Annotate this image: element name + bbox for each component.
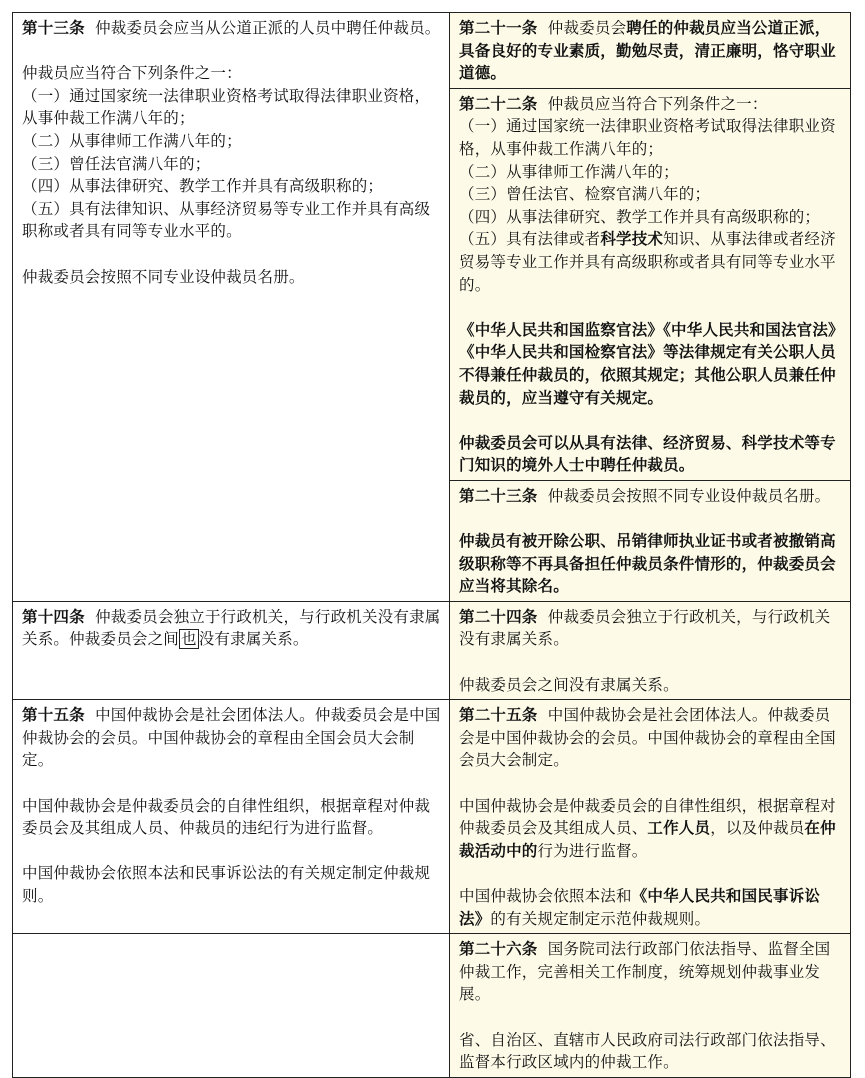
article-heading: 第二十五条 xyxy=(459,705,538,725)
article-text: 仲裁委员会独立于行政机关，与行政机关没有隶属关系。 xyxy=(459,607,831,649)
list-item: （四）从事法律研究、教学工作并具有高级职称的； xyxy=(459,207,821,226)
article-heading: 第十五条 xyxy=(22,705,85,725)
article-text-amended: 聘任的仲裁员应当公道正派，具备良好的专业素质，勤勉尽责，清正廉明，恪守职业道德。 xyxy=(459,18,836,83)
list-item: （三）曾任法官、检察官满八年的； xyxy=(459,185,711,204)
right-cell-article-21 xyxy=(450,13,851,89)
article-heading: 第二十二条 xyxy=(459,93,538,113)
article-24-para-2: 仲裁委员会之间没有隶属关系。 xyxy=(459,675,679,694)
article-heading: 第二十六条 xyxy=(459,939,538,959)
article-26-para-2: 省、自治区、直辖市人民政府司法行政部门依法指导、监督本行政区域内的仲裁工作。 xyxy=(459,1030,836,1072)
table-row xyxy=(13,13,851,89)
list-item: （二）从事律师工作满八年的； xyxy=(22,131,242,150)
right-cell-article-23 xyxy=(450,480,851,601)
article-13-para-3: 仲裁委员会按照不同专业设仲裁员名册。 xyxy=(22,267,305,286)
article-heading: 第二十四条 xyxy=(459,606,538,626)
article-text-amended: 科学技术 xyxy=(600,229,664,249)
article-15-para-1 xyxy=(22,704,442,772)
article-text: 仲裁员应当符合下列条件之一： xyxy=(547,94,768,113)
article-heading: 第二十三条 xyxy=(459,485,538,505)
article-text-amended: 工作人员 xyxy=(647,818,711,838)
article-25-para-1 xyxy=(459,704,843,772)
list-item: 知识、从事法律或者经济贸易等专业工作并具有高级职称或者具有同等专业水平的。 xyxy=(459,230,836,294)
article-15-para-2: 中国仲裁协会是仲裁委员会的自律性组织，根据章程对仲裁委员会及其组成人员、仲裁员的违纪行为进行监督。 xyxy=(22,796,431,838)
table-row xyxy=(13,700,851,934)
article-23-para-2: 仲裁员有被开除公职、吊销律师执业证书或者被撤销高级职称等不再具备担任仲裁员条件情形的，仲裁委员会应当将其除名。 xyxy=(459,531,836,596)
article-13-para-2 xyxy=(22,62,442,243)
article-text-amended: 《中华人民共和国民事诉讼法》 xyxy=(459,885,821,928)
right-cell-article-22 xyxy=(450,88,851,480)
list-item: （四）从事法律研究、教学工作并具有高级职称的； xyxy=(22,177,384,196)
right-cell-article-25 xyxy=(450,700,851,934)
list-item: （三）曾任法官满八年的； xyxy=(22,154,211,173)
article-text: 仲裁委员会独立于行政机关，与行政机关没有隶属关系。仲裁委员会之间 xyxy=(22,607,441,649)
article-25-para-3 xyxy=(459,885,843,930)
article-13-para-1 xyxy=(22,17,442,40)
left-cell-article-14 xyxy=(13,601,450,699)
article-15-para-3: 中国仲裁协会依照本法和民事诉讼法的有关规定制定仲裁规则。 xyxy=(22,864,431,905)
right-cell-article-24 xyxy=(450,601,851,699)
article-21-para-1 xyxy=(459,17,843,85)
article-text: 没有隶属关系。 xyxy=(198,630,309,649)
article-24-para-1 xyxy=(459,606,843,651)
article-text: 仲裁委员会应当从公道正派的人员中聘任仲裁员。 xyxy=(95,19,441,37)
right-cell-article-26 xyxy=(450,934,851,1078)
article-25-para-2 xyxy=(459,795,843,863)
left-cell-article-15 xyxy=(13,700,450,934)
article-23-para-1 xyxy=(459,485,843,508)
article-text: 的有关规定制定示范仲裁规则。 xyxy=(490,909,711,928)
article-text: 中国仲裁协会是仲裁委员会的自律性组织，根据章程对仲裁委员会及其组成人员、 xyxy=(459,796,836,838)
article-text: 行为进行监督。 xyxy=(537,841,648,860)
article-22-para-2: 《中华人民共和国监察官法》《中华人民共和国法官法》《中华人民共和国检察官法》等法律规定有关公职人员不得兼任仲裁员的，依照其规定；其他公职人员兼任仲裁员的，应当遵守有关规定。 xyxy=(459,319,837,407)
article-text: ，以及仲裁员 xyxy=(710,819,805,838)
article-text: 中国仲裁协会依照本法和 xyxy=(459,886,632,905)
boxed-character: 也 xyxy=(181,630,197,649)
left-cell-article-13 xyxy=(13,13,450,602)
article-heading: 第十四条 xyxy=(22,606,85,626)
article-heading: 第二十一条 xyxy=(459,18,538,37)
article-text: 国务院司法行政部门依法指导、监督全国仲裁工作，完善相关工作制度，统筹规划仲裁事业发展。 xyxy=(459,940,831,1004)
list-item: （二）从事律师工作满八年的； xyxy=(459,162,679,181)
table-row xyxy=(13,934,851,1078)
article-text: 中国仲裁协会是社会团体法人。仲裁委员会是中国仲裁协会的会员。中国仲裁协会的章程由全国会员大会制定。 xyxy=(459,706,836,770)
left-cell-empty xyxy=(13,934,450,1078)
law-comparison-table xyxy=(12,12,851,1078)
list-item: （一）通过国家统一法律职业资格考试取得法律职业资格，从事仲裁工作满八年的； xyxy=(22,86,431,128)
article-text: 仲裁员应当符合下列条件之一： xyxy=(22,64,242,83)
article-22-para-1 xyxy=(459,93,843,296)
article-26-para-1 xyxy=(459,938,843,1006)
list-item: （五）具有法律或者 xyxy=(459,230,601,249)
article-text: 中国仲裁协会是社会团体法人。仲裁委员会是中国仲裁协会的会员。中国仲裁协会的章程由全国会员大会制定。 xyxy=(22,706,441,770)
article-text-amended: 在仲裁活动中的 xyxy=(459,818,836,860)
article-text: 仲裁委员会按照不同专业设仲裁员名册。 xyxy=(547,486,831,505)
list-item: （五）具有法律知识、从事经济贸易等专业工作并具有高级职称或者具有同等专业水平的。 xyxy=(22,199,431,241)
article-text: 仲裁委员会 xyxy=(547,19,627,37)
article-14-para-1 xyxy=(22,606,442,651)
table-row xyxy=(13,601,851,699)
list-item: （一）通过国家统一法律职业资格考试取得法律职业资格，从事仲裁工作满八年的； xyxy=(459,117,836,158)
article-22-para-3: 仲裁委员会可以从具有法律、经济贸易、科学技术等专门知识的境外人士中聘任仲裁员。 xyxy=(459,432,836,475)
article-heading: 第十三条 xyxy=(22,18,85,37)
